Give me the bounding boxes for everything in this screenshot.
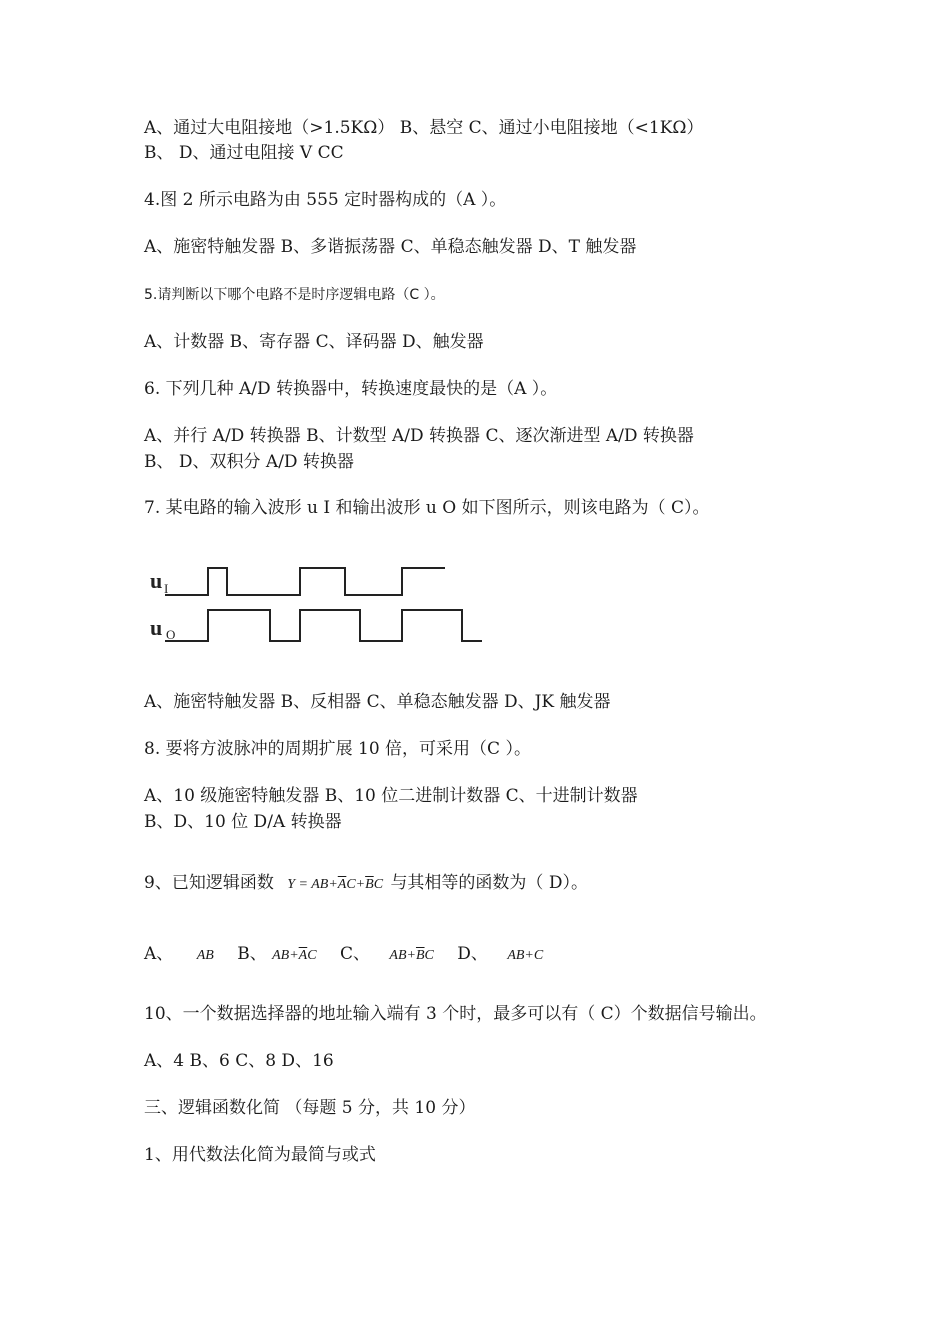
question-8-options-line2: B、D、10 位 D/A 转换器: [144, 812, 342, 832]
question-6-options-line2: B、 D、双积分 A/D 转换器: [144, 452, 354, 472]
q9-option-c-expr: $AB+\overline{B}C$: [389, 948, 434, 963]
output-waveform-sub: O: [166, 627, 176, 642]
question-9: [144, 872, 588, 896]
question-9-suffix: 与其相等的函数为（ D）。: [390, 873, 588, 893]
question-5: 5.请判断以下哪个电路不是时序逻辑电路（C ）。: [144, 287, 445, 303]
question-7-options: A、施密特触发器 B、反相器 C、单稳态触发器 D、JK 触发器: [144, 692, 611, 712]
question-8: 8. 要将方波脉冲的周期扩展 10 倍，可采用（C ）。: [144, 739, 531, 759]
question-9-prefix: 9、已知逻辑函数: [144, 873, 274, 893]
output-waveform-label: u: [150, 615, 163, 640]
question-6-options-line1: A、并行 A/D 转换器 B、计数型 A/D 转换器 C、逐次渐进型 A/D 转换器: [144, 426, 694, 446]
question-10-options: A、4 B、6 C、8 D、16: [144, 1051, 334, 1071]
input-waveform-label: u: [150, 568, 163, 593]
waveform-diagram: [140, 555, 500, 655]
question-8-options-line1: A、10 级施密特触发器 B、10 位二进制计数器 C、十进制计数器: [144, 786, 638, 806]
question-7: 7. 某电路的输入波形 u I 和输出波形 u O 如下图所示，则该电路为（ C）。: [144, 498, 710, 518]
q9-option-d-expr: AB+C: [507, 948, 544, 963]
question-4: 4.图 2 所示电路为由 555 定时器构成的（A ）。: [144, 190, 507, 210]
question-10: 10、一个数据选择器的地址输入端有 3 个时，最多可以有（ C）个数据信号输出。: [144, 1004, 767, 1024]
q3-options-line2: B、 D、通过电阻接 V CC: [144, 143, 344, 163]
q9-option-b-expr: $AB+\overline{A}C$: [272, 948, 317, 963]
q3-options-line1: A、通过大电阻接地（>1.5KΩ） B、悬空 C、通过小电阻接地（<1KΩ）: [144, 118, 704, 138]
question-9-formula: $Y = AB+\overline{A}C+\overline{B}C$: [287, 877, 384, 892]
section-3-question-1: 1、用代数法化简为最简与或式: [144, 1145, 376, 1165]
input-waveform-sub: I: [164, 581, 169, 596]
output-waveform: [165, 610, 482, 641]
input-waveform: [165, 568, 445, 595]
question-9-options: [144, 943, 543, 967]
question-5-options: A、计数器 B、寄存器 C、译码器 D、触发器: [144, 332, 484, 352]
question-6: 6. 下列几种 A/D 转换器中，转换速度最快的是（A ）。: [144, 379, 558, 399]
section-3-heading: 三、逻辑函数化简 （每题 5 分，共 10 分）: [144, 1098, 476, 1118]
q9-option-a-expr: AB: [196, 948, 214, 963]
q9-option-a-label: A、: [144, 944, 174, 964]
q9-option-d-label: D、: [457, 944, 488, 964]
question-4-options: A、施密特触发器 B、多谐振荡器 C、单稳态触发器 D、T 触发器: [144, 237, 637, 257]
q9-option-b-label: B、: [237, 944, 267, 964]
q9-option-c-label: C、: [339, 944, 370, 964]
